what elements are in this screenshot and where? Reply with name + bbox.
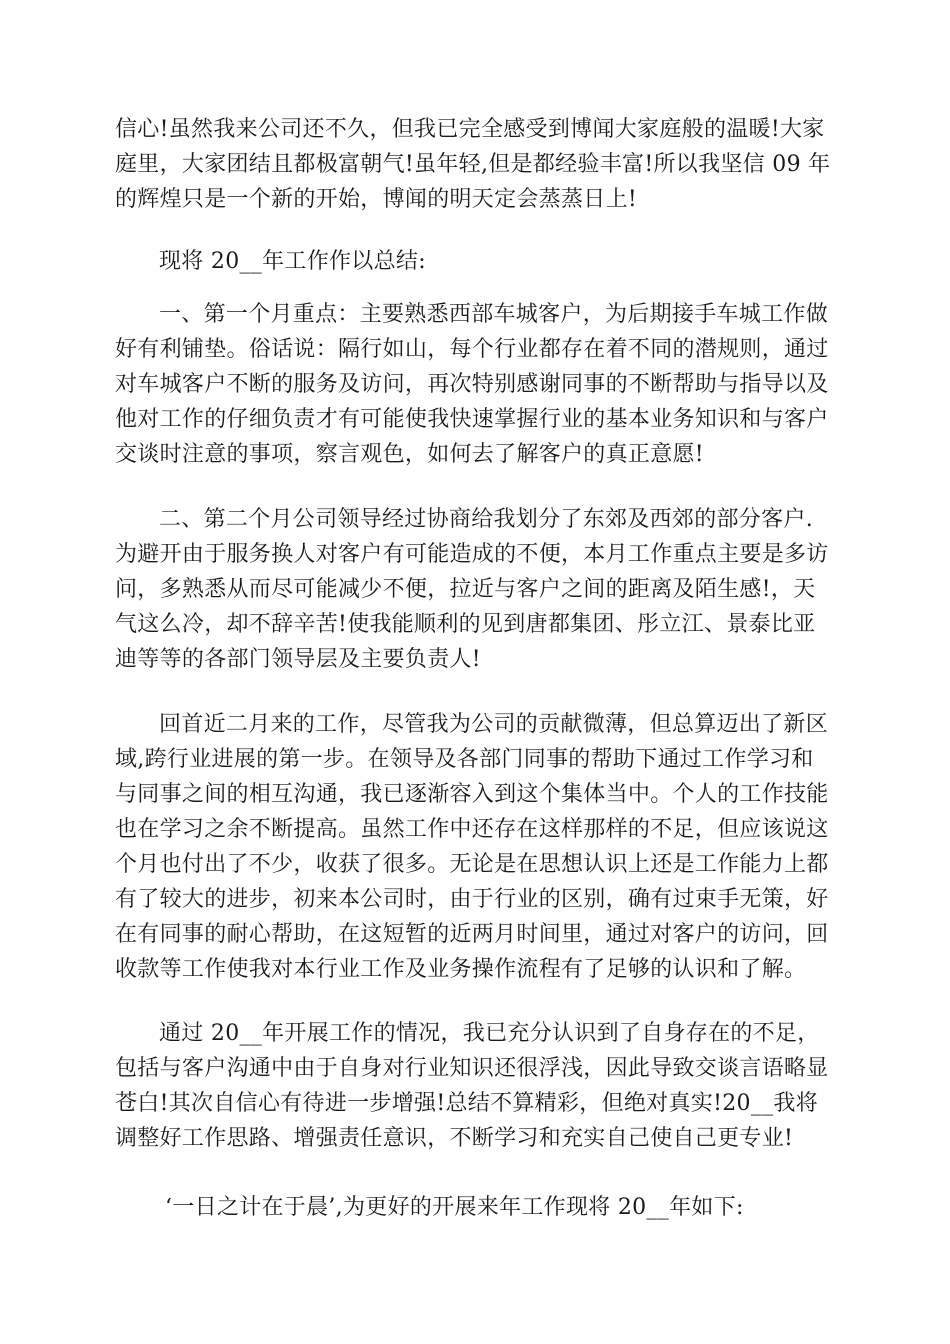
text-line: 苍白!其次自信心有待进一步增强!总结不算精彩，但绝对真实!20__我将 (115, 1091, 819, 1116)
text-line: 一、第一个月重点：主要熟悉西部车城客户，为后期接手车城工作做 (159, 302, 829, 327)
paragraph-second-month (115, 502, 845, 677)
text-line: 有了较大的进步，初来本公司时，由于行业的区别，确有过束手无策，好 (115, 887, 829, 912)
text-line: 与同事之间的相互沟通，我已逐渐容入到这个集体当中。个人的工作技能 (115, 782, 829, 807)
text-line: 信心!虽然我来公司还不久，但我已完全感受到博闻大家庭般的温暖!大家 (115, 117, 825, 142)
text-line: 收款等工作使我对本行业工作及业务操作流程有了足够的认识和了解。 (115, 957, 807, 982)
text-line: 的辉煌只是一个新的开始，博闻的明天定会蒸蒸日上! (115, 187, 638, 212)
paragraph-summary-intro (115, 244, 845, 279)
text-line: 为避开由于服务换人对客户有可能造成的不便，本月工作重点主要是多访 (115, 542, 829, 567)
text-line: 个月也付出了不少，收获了很多。无论是在思想认识上还是工作能力上都 (115, 852, 829, 877)
text-line: 对车城客户不断的服务及访问，再次特别感谢同事的不断帮助与指导以及 (115, 372, 829, 397)
text-line: 庭里，大家团结且都极富朝气!虽年轻,但是都经验丰富!所以我坚信 09 年 (115, 152, 831, 177)
text-line: 包括与客户沟通中由于自身对行业知识还很浮浅，因此导致交谈言语略显 (115, 1056, 829, 1081)
paragraph-next-year (115, 1190, 845, 1225)
text-line: 二、第二个月公司领导经过协商给我划分了东郊及西郊的部分客户. (159, 507, 813, 532)
text-line: 调整好工作思路、增强责任意识，不断学习和充实自己使自己更专业! (115, 1126, 794, 1151)
text-line: 迪等等的各部门领导层及主要负责人! (115, 647, 481, 672)
text-line: 交谈时注意的事项，察言观色，如何去了解客户的真正意愿! (115, 442, 704, 467)
text-line: 域,跨行业进展的第一步。在领导及各部门同事的帮助下通过工作学习和 (115, 747, 814, 772)
text-line: 他对工作的仔细负责才有可能使我快速掌握行业的基本业务知识和与客户 (115, 407, 829, 432)
paragraph-shortcomings (115, 1016, 845, 1156)
text-line: 问，多熟悉从而尽可能减少不便，拉近与客户之间的距离及陌生感!，天 (115, 577, 816, 602)
text-line: 好有利铺垫。俗话说：隔行如山，每个行业都存在着不同的潜规则，通过 (115, 337, 829, 362)
text-line: ‘一日之计在于晨’,为更好的开展来年工作现将 20__年如下: (165, 1195, 744, 1220)
text-line: 回首近二月来的工作，尽管我为公司的贡献微薄，但总算迈出了新区 (159, 712, 829, 737)
paragraph-review (115, 707, 845, 987)
text-line: 在有同事的耐心帮助，在这短暂的近两月时间里，通过对客户的访问，回 (115, 922, 829, 947)
text-line: 气这么冷，却不辞辛苦!使我能顺利的见到唐都集团、彤立江、景泰比亚 (115, 612, 816, 637)
text-line: 也在学习之余不断提高。虽然工作中还存在这样那样的不足，但应该说这 (115, 817, 829, 842)
paragraph-first-month (115, 297, 845, 472)
text-line: 现将 20__年工作作以总结: (159, 249, 426, 274)
text-line: 通过 20__年开展工作的情况，我已充分认识到了自身存在的不足， (159, 1021, 820, 1046)
paragraph-confidence (115, 112, 845, 217)
